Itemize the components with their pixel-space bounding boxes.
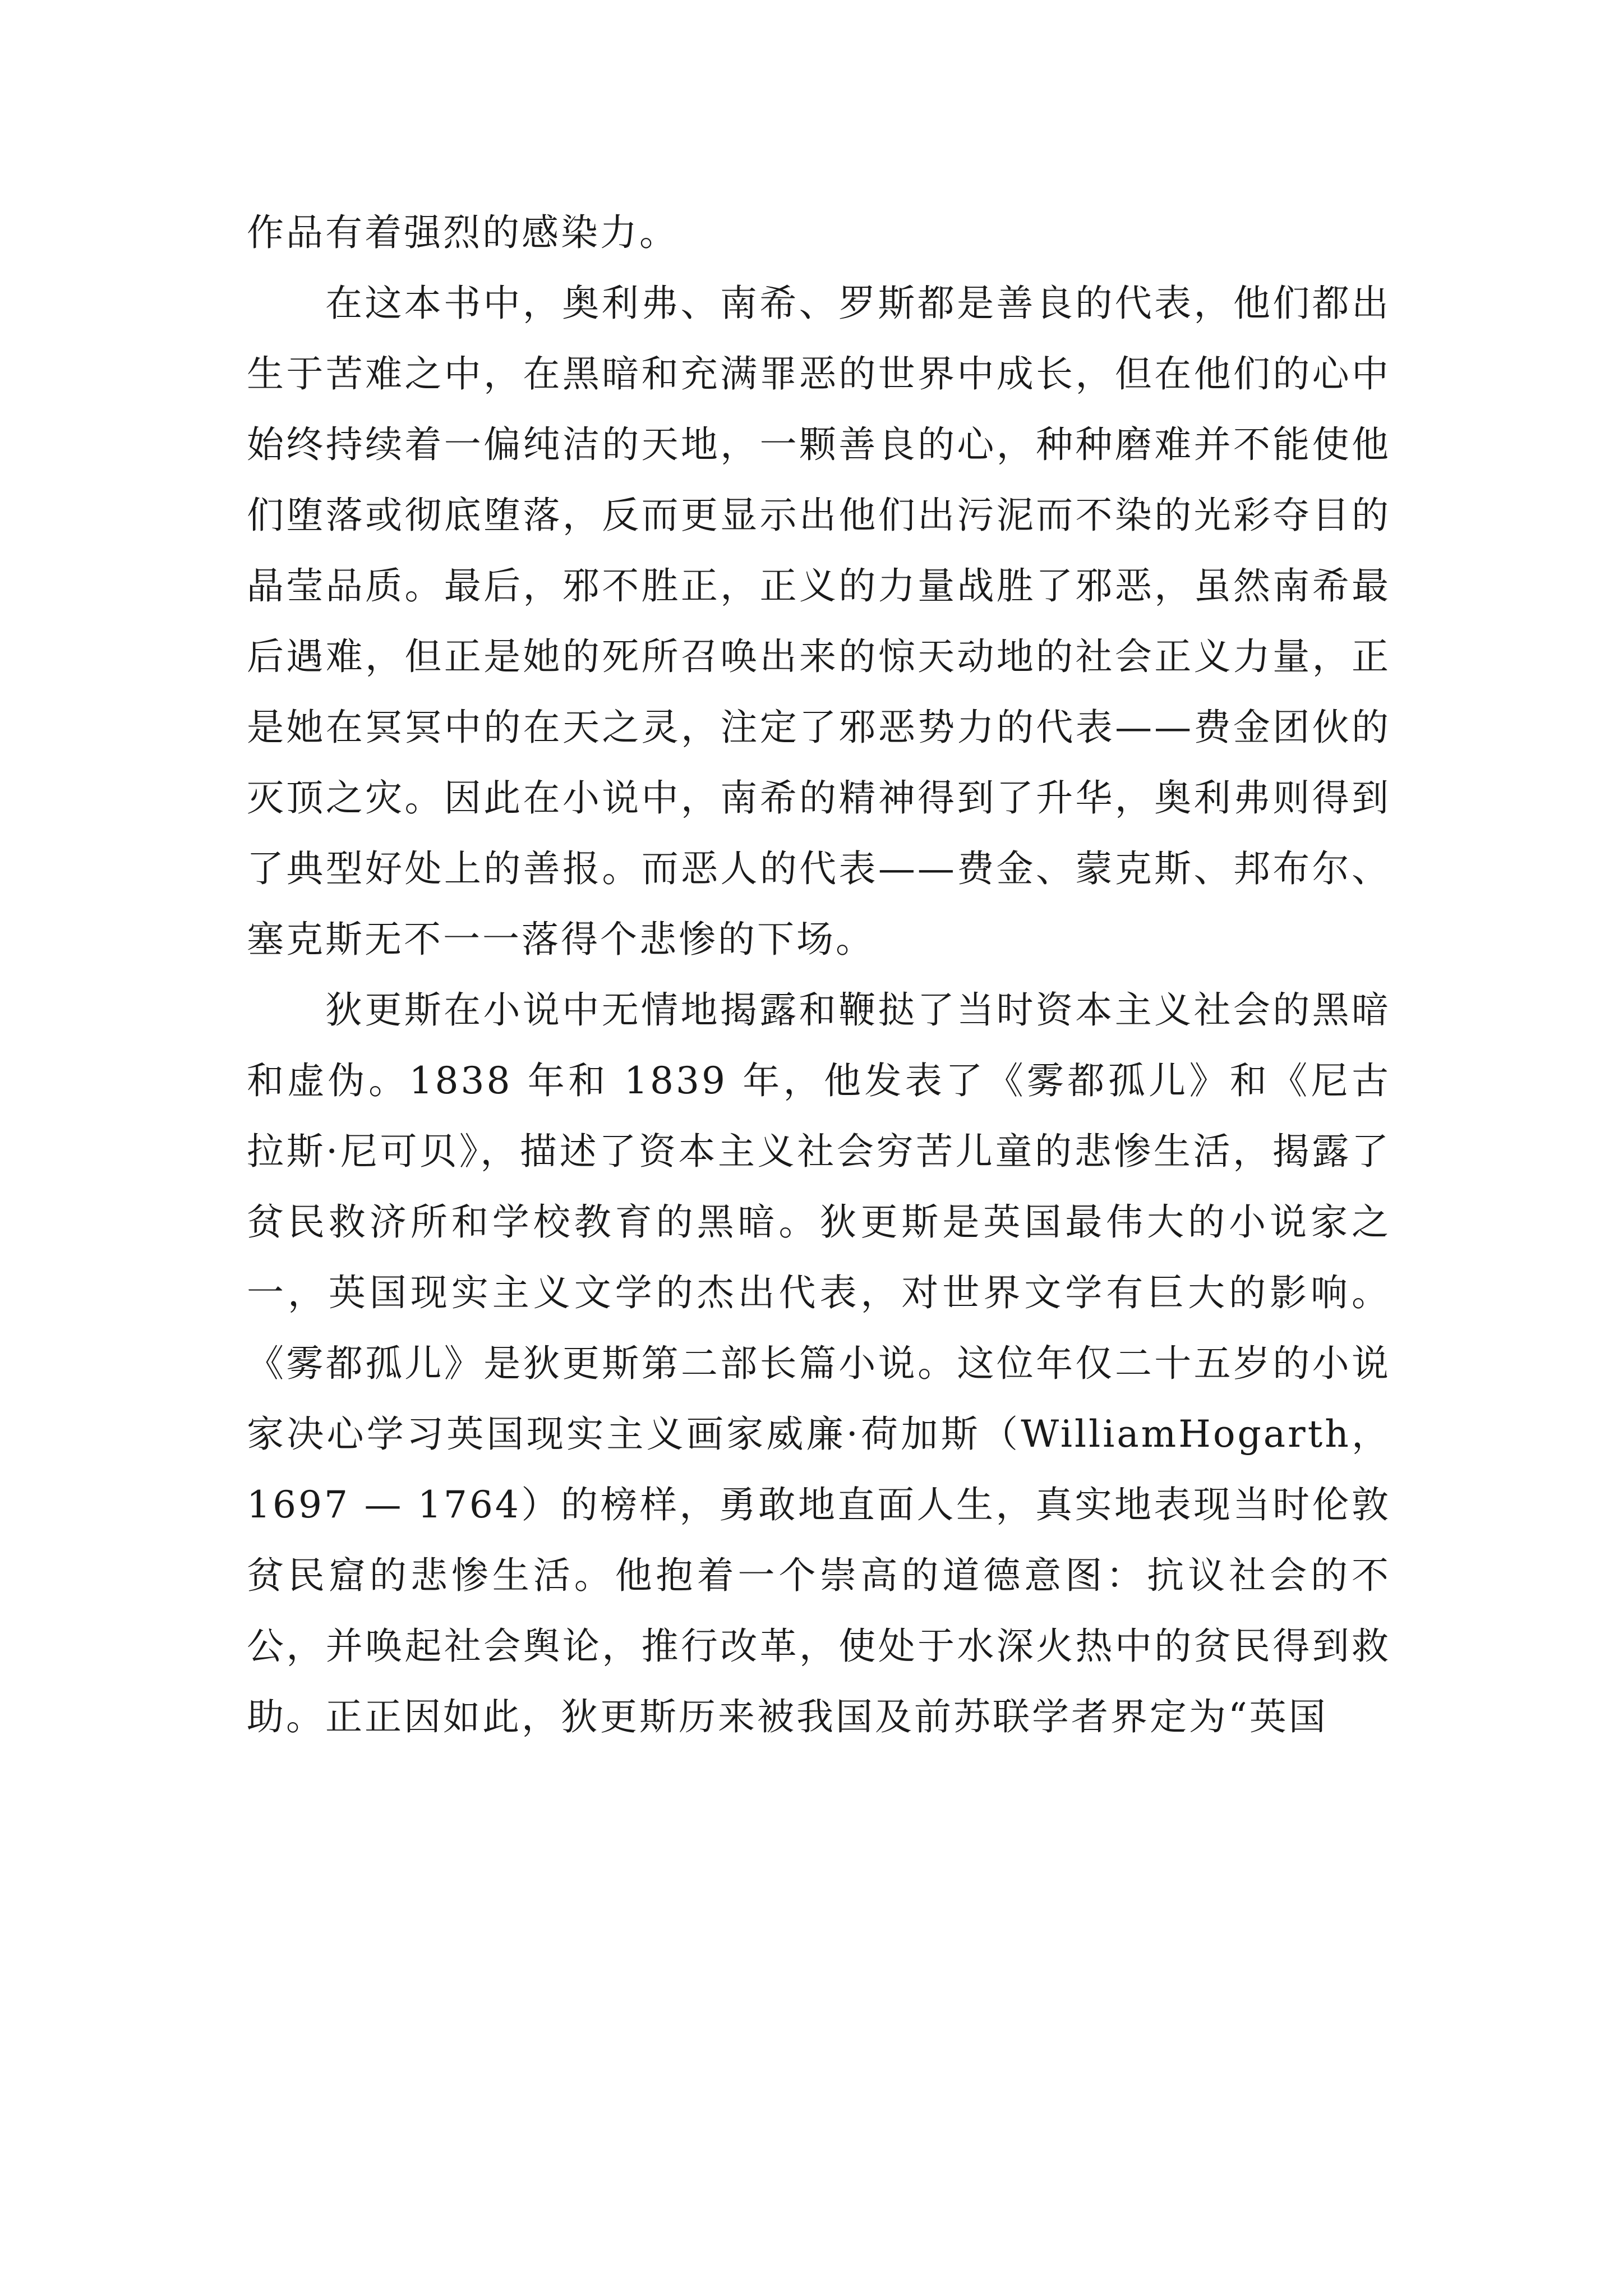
paragraph-1: 作品有着强烈的感染力。 bbox=[247, 211, 679, 254]
paragraph-3: 狄更斯在小说中无情地揭露和鞭挞了当时资本主义社会的黑暗和虚伪。1838 年和 1839 年，他发表了《雾都孤儿》和《尼古拉斯·尼可贝》，描述了资本主义社会穷苦儿童的悲惨生活，揭露了贫民救济所和学校教育的黑暗。狄更斯是英国最伟大的小说家之一，英国现实主义文学的杰出代表，对世界文学有巨大的影响。《雾都孤儿》是狄更斯第二部长篇小说。这位年仅二十五岁的小说家决心学习英国现实主义画家威廉·荷加斯（WilliamHogarth，1697 — 1764）的榜样，勇敢地直面人生，真实地表现当时伦敦贫民窟的悲惨生活。他抱着一个崇高的道德意图：抗议社会的不公，并唤起社会舆论，推行改革，使处于水深火热中的贫民得到救助。正正因如此，狄更斯历来被我国及前苏联学者界定为“英国 bbox=[247, 988, 1391, 1738]
body-text bbox=[247, 197, 1391, 1752]
paragraph-2: 在这本书中，奥利弗、南希、罗斯都是善良的代表，他们都出生于苦难之中，在黑暗和充满罪恶的世界中成长，但在他们的心中始终持续着一偏纯洁的天地，一颗善良的心，种种磨难并不能使他们堕落或彻底堕落，反而更显示出他们出污泥而不染的光彩夺目的晶莹品质。最后，邪不胜正，正义的力量战胜了邪恶，虽然南希最后遇难，但正是她的死所召唤出来的惊天动地的社会正义力量，正是她在冥冥中的在天之灵，注定了邪恶势力的代表——费金团伙的灭顶之灾。因此在小说中，南希的精神得到了升华，奥利弗则得到了典型好处上的善报。而恶人的代表——费金、蒙克斯、邦布尔、塞克斯无不一一落得个悲惨的下场。 bbox=[247, 282, 1391, 961]
